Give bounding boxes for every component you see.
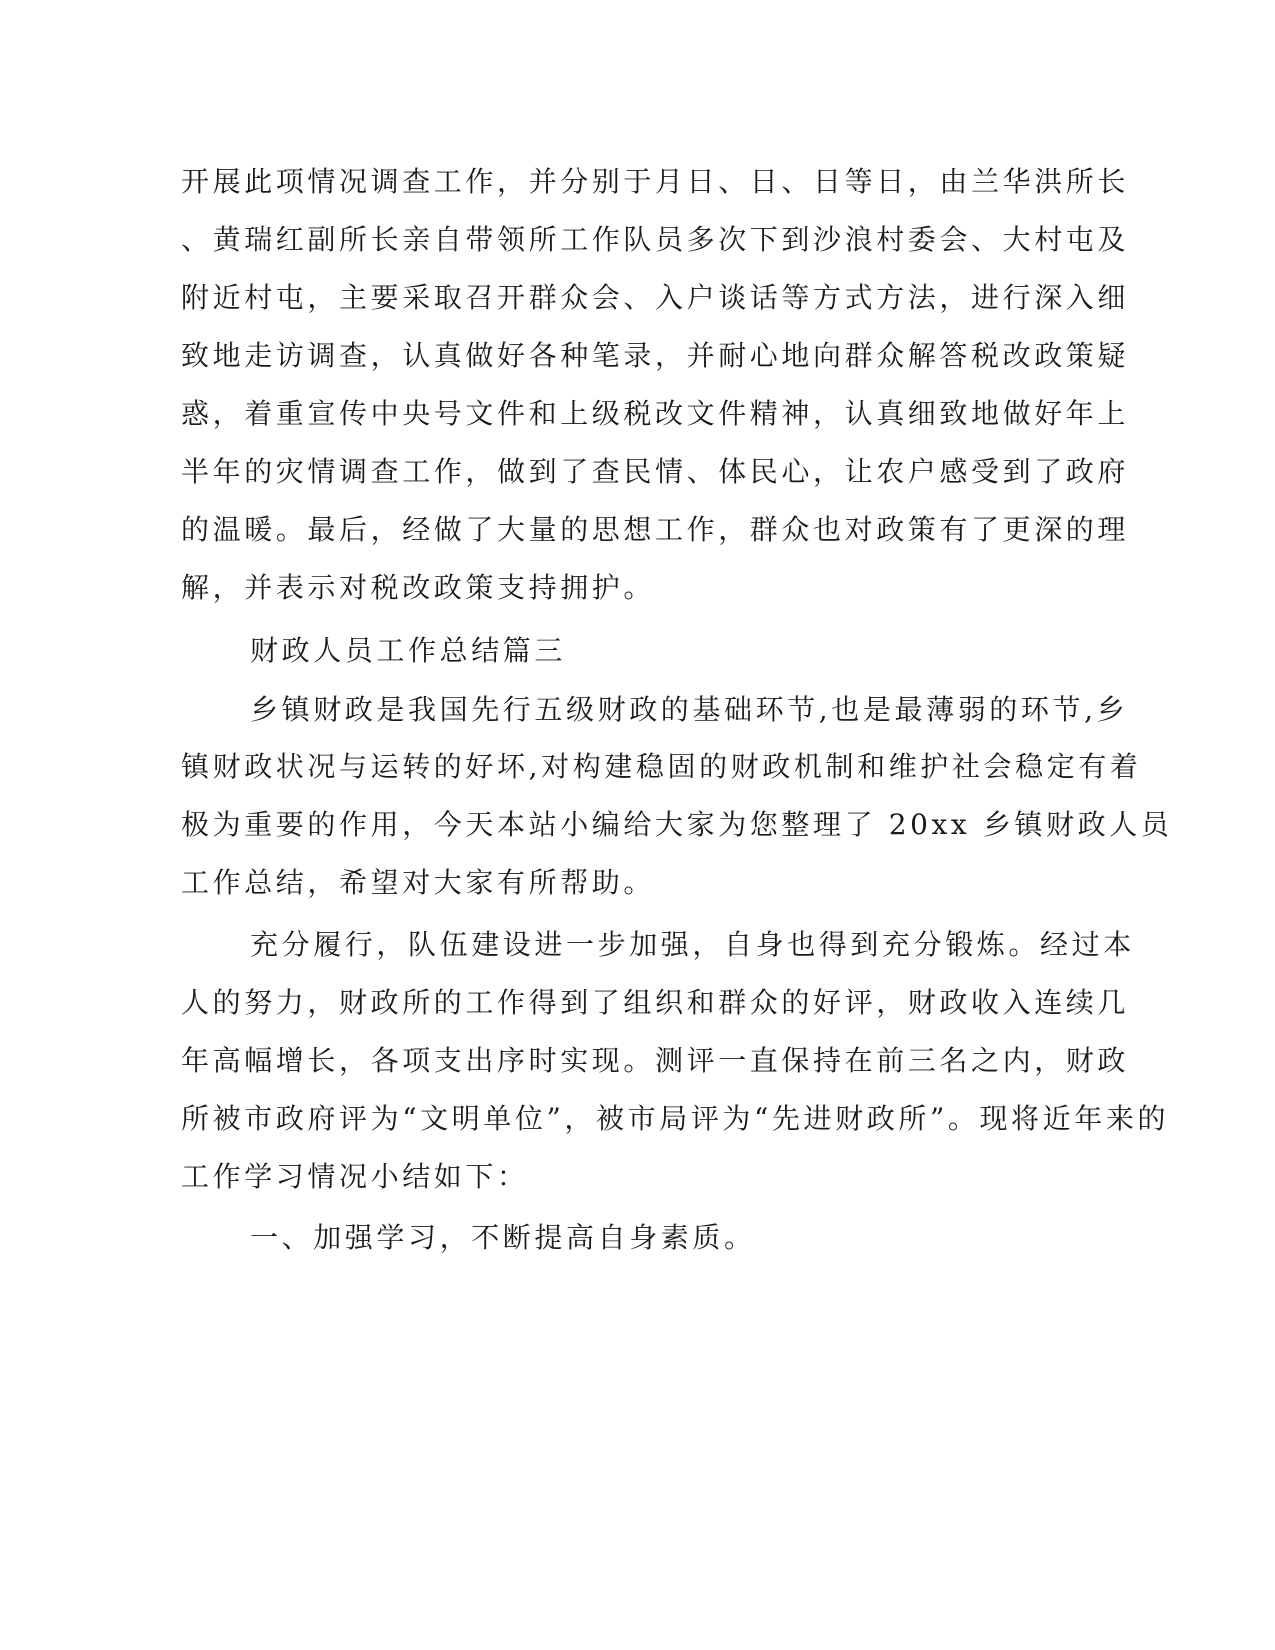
paragraph-line: 年高幅增长，各项支出序时实现。测评一直保持在前三名之内，财政 [181,1044,1130,1077]
paragraph-line: 致地走访调查，认真做好各种笔录，并耐心地向群众解答税改政策疑 [181,339,1130,372]
paragraph-line: 开展此项情况调查工作，并分别于月日、日、日等日，由兰华洪所长 [181,165,1130,198]
paragraph-line: 工作总结，希望对大家有所帮助。 [181,866,656,899]
paragraph-line: 惑，着重宣传中央号文件和上级税改文件精神，认真细致地做好年上 [181,397,1130,430]
paragraph-line: 附近村屯，主要采取召开群众会、入户谈话等方式方法，进行深入细 [181,281,1130,314]
paragraph-line: 人的努力，财政所的工作得到了组织和群众的好评，财政收入连续几 [181,986,1130,1019]
paragraph-line: 的温暖。最后，经做了大量的思想工作，群众也对政策有了更深的理 [181,513,1130,546]
paragraph-line: 充分履行，队伍建设进一步加强，自身也得到充分锻炼。经过本 [250,928,1135,961]
list-item-heading: 一、加强学习，不断提高自身素质。 [250,1221,756,1254]
paragraph-line: 镇财政状况与运转的好坏,对构建稳固的财政机制和维护社会稳定有着 [181,750,1142,783]
section-heading: 财政人员工作总结篇三 [250,634,567,667]
paragraph-line: 乡镇财政是我国先行五级财政的基础环节,也是最薄弱的环节,乡 [250,693,1129,726]
paragraph-line: 所被市政府评为“文明单位”，被市局评为“先进财政所”。现将近年来的 [181,1102,1170,1135]
paragraph-line: 工作学习情况小结如下： [181,1160,529,1193]
paragraph-line: 极为重要的作用，今天本站小编给大家为您整理了 20xx 乡镇财政人员 [181,808,1173,841]
paragraph-line: 解，并表示对税改政策支持拥护。 [181,571,656,604]
paragraph-line: 半年的灾情调查工作，做到了查民情、体民心，让农户感受到了政府 [181,455,1130,488]
paragraph-line: 、黄瑞红副所长亲自带领所工作队员多次下到沙浪村委会、大村屯及 [181,223,1130,256]
